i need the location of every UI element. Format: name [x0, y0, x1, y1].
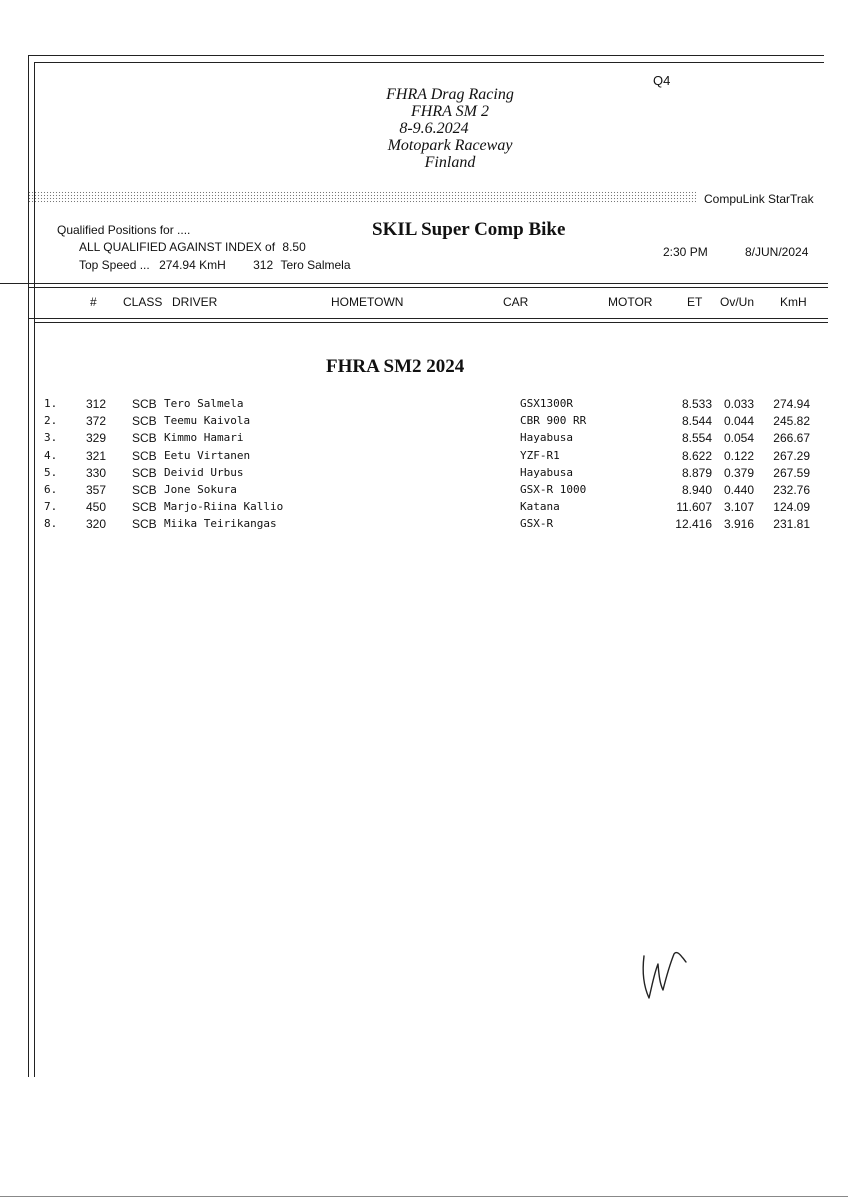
event-line-3: 8-9.6.2024: [399, 120, 469, 137]
row-car: GSX1300R: [520, 397, 573, 410]
row-driver: Miika Teirikangas: [164, 517, 277, 531]
row-et: 12.416: [675, 517, 712, 532]
top-speed-label: Top Speed ...: [79, 258, 150, 272]
row-position: 6.: [44, 483, 58, 496]
row-driver: Marjo-Riina Kallio: [164, 500, 284, 514]
row-car: YZF-R1: [520, 448, 560, 462]
row-class: SCB: [132, 397, 157, 411]
row-car: GSX-R 1000: [520, 483, 587, 496]
table-row: [0, 517, 848, 534]
row-number: 320: [85, 517, 106, 532]
row-car: Katana: [520, 500, 560, 514]
left-border-line-inner: [34, 62, 35, 1077]
row-car: Hayabusa: [520, 465, 573, 479]
row-driver: Teemu Kaivola: [164, 414, 251, 428]
class-title: SKIL Super Comp Bike: [372, 219, 566, 240]
row-kmh: 267.59: [773, 465, 810, 480]
row-number: 372: [85, 414, 106, 429]
row-number: 450: [85, 500, 106, 515]
row-kmh: 266.67: [773, 431, 810, 446]
column-num: #: [90, 295, 97, 309]
event-header: [340, 86, 560, 171]
row-number: 329: [85, 431, 106, 446]
top-speed-number: 312: [253, 258, 274, 272]
column-header-bottom-line: [28, 318, 828, 319]
row-et: 8.940: [681, 483, 712, 497]
row-class: SCB: [132, 465, 157, 480]
column-motor: MOTOR: [608, 295, 653, 309]
event-line-4: Motopark Raceway: [387, 137, 513, 154]
row-et: 11.607: [676, 500, 712, 515]
row-kmh: 267.29: [773, 448, 810, 463]
event-line-1: FHRA Drag Racing: [386, 86, 514, 103]
session-label: Q4: [653, 73, 671, 88]
row-position: 3.: [44, 431, 58, 445]
row-number: 312: [85, 397, 106, 411]
row-kmh: 274.94: [773, 397, 810, 411]
table-row: [0, 483, 848, 500]
row-class: SCB: [132, 517, 157, 532]
row-ovun: 0.044: [723, 414, 754, 429]
report-time: 2:30 PM: [663, 245, 708, 259]
row-ovun: 0.379: [723, 465, 754, 480]
column-header-top-line-2: [28, 287, 828, 288]
row-number: 330: [85, 465, 106, 480]
bottom-border-line: [0, 1196, 848, 1197]
section-title: FHRA SM2 2024: [326, 356, 465, 377]
row-kmh: 232.76: [773, 483, 810, 497]
column-et: ET: [687, 295, 703, 309]
row-driver: Jone Sokura: [164, 483, 237, 496]
qualified-for-label: Qualified Positions for ....: [57, 223, 191, 237]
top-border-line: [28, 55, 824, 56]
column-car: CAR: [503, 295, 529, 309]
row-class: SCB: [132, 483, 157, 497]
row-position: 2.: [44, 414, 58, 428]
top-speed-value: 274.94 KmH: [159, 258, 226, 272]
table-row: [0, 431, 848, 448]
row-kmh: 245.82: [773, 414, 810, 429]
row-car: GSX-R: [520, 517, 554, 531]
row-et: 8.622: [681, 448, 712, 463]
row-position: 1.: [44, 397, 58, 410]
row-ovun: 3.107: [723, 500, 754, 515]
row-ovun: 0.440: [723, 483, 754, 497]
row-class: SCB: [132, 500, 157, 515]
row-et: 8.544: [681, 414, 712, 429]
top-speed-driver: Tero Salmela: [280, 258, 351, 272]
table-row: [0, 449, 848, 466]
row-ovun: 0.122: [723, 448, 754, 463]
row-driver: Deivid Urbus: [164, 465, 244, 479]
report-date: 8/JUN/2024: [745, 245, 809, 259]
index-label: ALL QUALIFIED AGAINST INDEX of: [79, 240, 276, 254]
row-position: 7.: [44, 500, 58, 514]
row-ovun: 0.033: [723, 397, 754, 411]
index-value: 8.50: [282, 240, 306, 254]
dotted-separator: [28, 191, 696, 203]
column-class: CLASS: [123, 295, 163, 309]
event-line-2: FHRA SM 2: [411, 103, 489, 120]
row-position: 5.: [44, 465, 58, 479]
row-kmh: 124.09: [773, 500, 810, 515]
row-kmh: 231.81: [773, 517, 810, 532]
table-row: [0, 500, 848, 517]
row-driver: Eetu Virtanen: [164, 448, 251, 462]
row-number: 357: [85, 483, 106, 497]
top-border-line-inner: [34, 62, 824, 63]
top-speed-line: [79, 258, 351, 272]
left-border-line: [28, 55, 29, 1077]
table-row: [0, 397, 848, 414]
table-row: [0, 466, 848, 483]
table-row: [0, 414, 848, 431]
column-header-top-line: [0, 283, 828, 284]
row-car: CBR 900 RR: [520, 414, 587, 428]
index-line: [79, 240, 306, 254]
column-driver: DRIVER: [172, 295, 218, 309]
column-header-bottom-line-2: [34, 322, 828, 323]
signature: [630, 942, 700, 1007]
row-driver: Kimmo Hamari: [164, 431, 244, 445]
row-position: 4.: [44, 448, 58, 462]
column-kmh: KmH: [780, 295, 807, 309]
row-ovun: 0.054: [723, 431, 754, 446]
row-class: SCB: [132, 448, 157, 463]
row-et: 8.879: [681, 465, 712, 480]
row-class: SCB: [132, 414, 157, 429]
system-name: CompuLink StarTrak: [704, 192, 814, 206]
row-position: 8.: [44, 517, 58, 531]
event-line-5: Finland: [424, 154, 476, 171]
row-driver: Tero Salmela: [164, 397, 244, 410]
column-ovun: Ov/Un: [720, 295, 755, 309]
row-number: 321: [85, 448, 106, 463]
column-hometown: HOMETOWN: [331, 295, 404, 309]
row-ovun: 3.916: [723, 517, 754, 532]
row-class: SCB: [132, 431, 157, 446]
row-et: 8.554: [681, 431, 712, 446]
row-car: Hayabusa: [520, 431, 573, 445]
row-et: 8.533: [681, 397, 712, 411]
